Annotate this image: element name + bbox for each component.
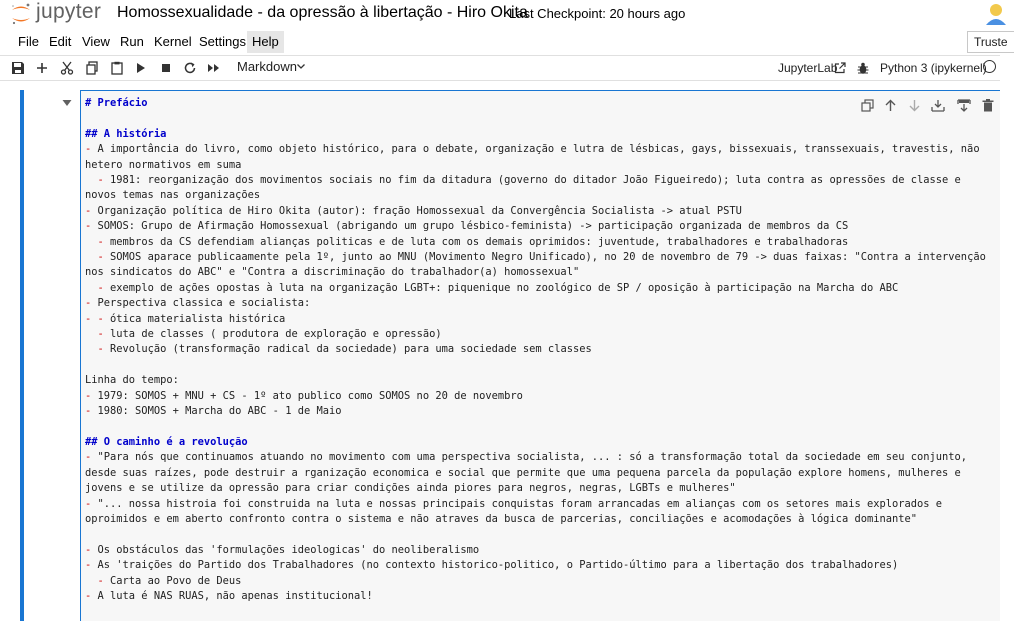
source-text: Revolução (transformação radical da sociedade) para uma sociedade sem classes: [103, 343, 592, 356]
list-marker: -: [85, 389, 92, 402]
source-line: [85, 219, 997, 234]
menu-view[interactable]: View: [82, 34, 110, 49]
cell-type-select[interactable]: Markdown: [237, 59, 297, 74]
source-line: [85, 435, 997, 450]
source-line: [85, 327, 997, 342]
list-marker: -: [85, 405, 92, 418]
fast-forward-icon[interactable]: [205, 59, 223, 77]
list-marker: -: [97, 343, 104, 356]
source-text: Carta ao Povo de Deus: [103, 574, 242, 587]
external-link-icon[interactable]: [831, 59, 849, 77]
user-avatar-icon[interactable]: [984, 3, 1004, 25]
source-text: "... nossa histroia foi construida na luta e nossas principais conquistas foram arrancadas em alianças com os setores mais explorados e oproimidos e em aberto confronto contra o sistema e não atraves da busca de parcerias, conciliações e acomodações à lógica dominante": [85, 497, 949, 525]
source-text: 1980: SOMOS + Marcha do ABC - 1 de Maio: [91, 405, 342, 418]
menu-run[interactable]: Run: [120, 34, 144, 49]
toolbar-divider: [0, 80, 1000, 81]
source-line: [85, 235, 997, 250]
source-line: [85, 358, 997, 373]
source-line: [85, 589, 997, 604]
source-text: 1981: reorganização dos movimentos sociais no fim da ditadura (governo do ditador João Figueiredo); luta contra as opressões de classe e novos temas nas organizações: [85, 174, 968, 202]
collapse-caret-icon[interactable]: [62, 99, 72, 107]
source-line: [85, 111, 997, 126]
copy-icon[interactable]: [83, 59, 101, 77]
list-marker: -: [85, 220, 92, 233]
list-marker: -: [85, 297, 92, 310]
save-icon[interactable]: [9, 59, 27, 77]
source-text: luta de classes ( produtora de exploração e opressão): [103, 328, 442, 341]
list-marker: -: [85, 143, 92, 156]
list-marker: -: [85, 312, 92, 325]
source-line: [85, 250, 997, 281]
source-text: Os obstáculos das 'formulações ideologicas' do neoliberalismo: [91, 543, 480, 556]
cut-icon[interactable]: [58, 59, 76, 77]
list-marker: -: [85, 589, 92, 602]
menu-edit[interactable]: Edit: [49, 34, 72, 49]
list-marker: -: [97, 574, 104, 587]
source-text: ótica materialista histórica: [103, 312, 286, 325]
cell-source-text[interactable]: [85, 96, 997, 604]
kernel-name[interactable]: Python 3 (ipykernel): [880, 61, 987, 75]
list-marker: -: [85, 497, 92, 510]
source-line: [85, 373, 997, 388]
source-text: [85, 251, 98, 263]
checkpoint-status: Last Checkpoint: 20 hours ago: [509, 6, 686, 21]
source-line: [85, 96, 997, 111]
chevron-down-icon[interactable]: [296, 61, 306, 71]
source-line: [85, 281, 997, 296]
markdown-heading: ## A história: [85, 127, 167, 140]
notebook-toolbar: [0, 55, 1000, 79]
notebook-title[interactable]: Homossexualidade - da opressão à libertação - Hiro Okita: [117, 4, 528, 21]
source-text: As 'traições do Partido dos Trabalhadores (no contexto historico-politico, o Partido-último para a libertação dos trabalhadores): [91, 559, 899, 572]
list-marker: -: [85, 451, 92, 464]
source-text: Perspectiva classica e socialista:: [91, 297, 311, 310]
logo-text[interactable]: jupyter: [36, 0, 102, 23]
source-line: [85, 450, 997, 496]
source-line: [85, 296, 997, 311]
paste-icon[interactable]: [108, 59, 126, 77]
open-jupyterlab-link[interactable]: JupyterLab: [778, 61, 838, 75]
list-marker: -: [85, 559, 92, 572]
source-text: [85, 236, 98, 248]
source-line: [85, 173, 997, 204]
trusted-indicator[interactable]: Truste: [967, 31, 1014, 53]
source-text: "Para nós que continuamos atuando no movimento com uma perspectiva socialista, ... : só a transformação total da sociedade em seu conjunto, desde suas raízes, pode destruir a rganização economica e social que permite que uma pequena parcela da população explore homens, mulheres e jovens e se utilize da opressão para criar condições ainda piores para negros, negras, LGBTs e mulheres": [85, 451, 974, 495]
source-text: [85, 328, 98, 340]
list-marker: -: [97, 312, 104, 325]
source-text: exemplo de ações opostas à luta na organização LGBT+: piquenique no zoológico de SP / oposição à participação na Marcha do ABC: [103, 281, 899, 294]
title-bar: [0, 0, 1000, 28]
menu-kernel[interactable]: Kernel: [154, 34, 192, 49]
list-marker: -: [97, 328, 104, 341]
source-text: Organização política de Hiro Okita (autor): fração Homossexual da Convergência Socialista -> atual PSTU: [91, 204, 742, 217]
debugger-icon[interactable]: [854, 59, 872, 77]
source-text: [85, 343, 98, 355]
list-marker: -: [85, 543, 92, 556]
restart-icon[interactable]: [181, 59, 199, 77]
source-line: [85, 389, 997, 404]
menu-file[interactable]: File: [18, 34, 39, 49]
source-line: [85, 558, 997, 573]
source-text: [85, 575, 98, 587]
run-icon[interactable]: [132, 59, 150, 77]
source-text: SOMOS aparace publicaamente pela 1º, junto ao MNU (Movimento Negro Unificado), no 20 de novembro de 79 -> duas faixas: "Contra a intervenção nos sindicatos do ABC" e "Contra a discriminação do trabalhador(a) homossexual": [85, 251, 993, 279]
list-marker: -: [97, 251, 104, 264]
list-marker: -: [97, 174, 104, 187]
menu-settings[interactable]: Settings: [199, 34, 246, 49]
source-line: [85, 420, 997, 435]
menu-bar: [0, 31, 1000, 53]
source-line: [85, 574, 997, 589]
source-text: membros da CS defendiam alianças politicas e de luta com os demais oprimidos: juventude, trabalhadores e trabalhadoras: [103, 235, 849, 248]
source-text: [85, 282, 98, 294]
active-cell-indicator[interactable]: [20, 90, 24, 621]
source-line: [85, 342, 997, 357]
source-line: [85, 127, 997, 142]
source-line: [85, 404, 997, 419]
list-marker: -: [97, 281, 104, 294]
markdown-heading: # Prefácio: [85, 97, 148, 109]
source-text: Linha do tempo:: [85, 374, 179, 387]
jupyter-logo-icon[interactable]: [10, 2, 32, 26]
list-marker: -: [85, 204, 92, 217]
kernel-status-icon: [983, 60, 996, 73]
source-line: [85, 543, 997, 558]
source-text: SOMOS: Grupo de Afirmação Homossexual (abrigando um grupo lésbico-feminista) -> participação organizada de membros da CS: [91, 220, 849, 233]
source-text: A importância do livro, como objeto histórico, para o debate, organização e lutra de lésbicas, gays, bissexuais, transsexuais, travestis, não hetero normativos em suma: [85, 143, 986, 171]
add-cell-icon[interactable]: [33, 59, 51, 77]
source-text: A luta é NAS RUAS, não apenas institucional!: [91, 589, 373, 602]
source-line: [85, 527, 997, 542]
source-text: [85, 174, 98, 186]
source-line: [85, 142, 997, 173]
stop-icon[interactable]: [157, 59, 175, 77]
source-line: [85, 497, 997, 528]
markdown-heading: ## O caminho é a revolução: [85, 435, 248, 448]
source-line: [85, 312, 997, 327]
list-marker: -: [97, 235, 104, 248]
source-line: [85, 204, 997, 219]
menu-help[interactable]: Help: [247, 31, 284, 53]
source-text: 1979: SOMOS + MNU + CS - 1º ato publico como SOMOS no 20 de novembro: [91, 389, 523, 402]
